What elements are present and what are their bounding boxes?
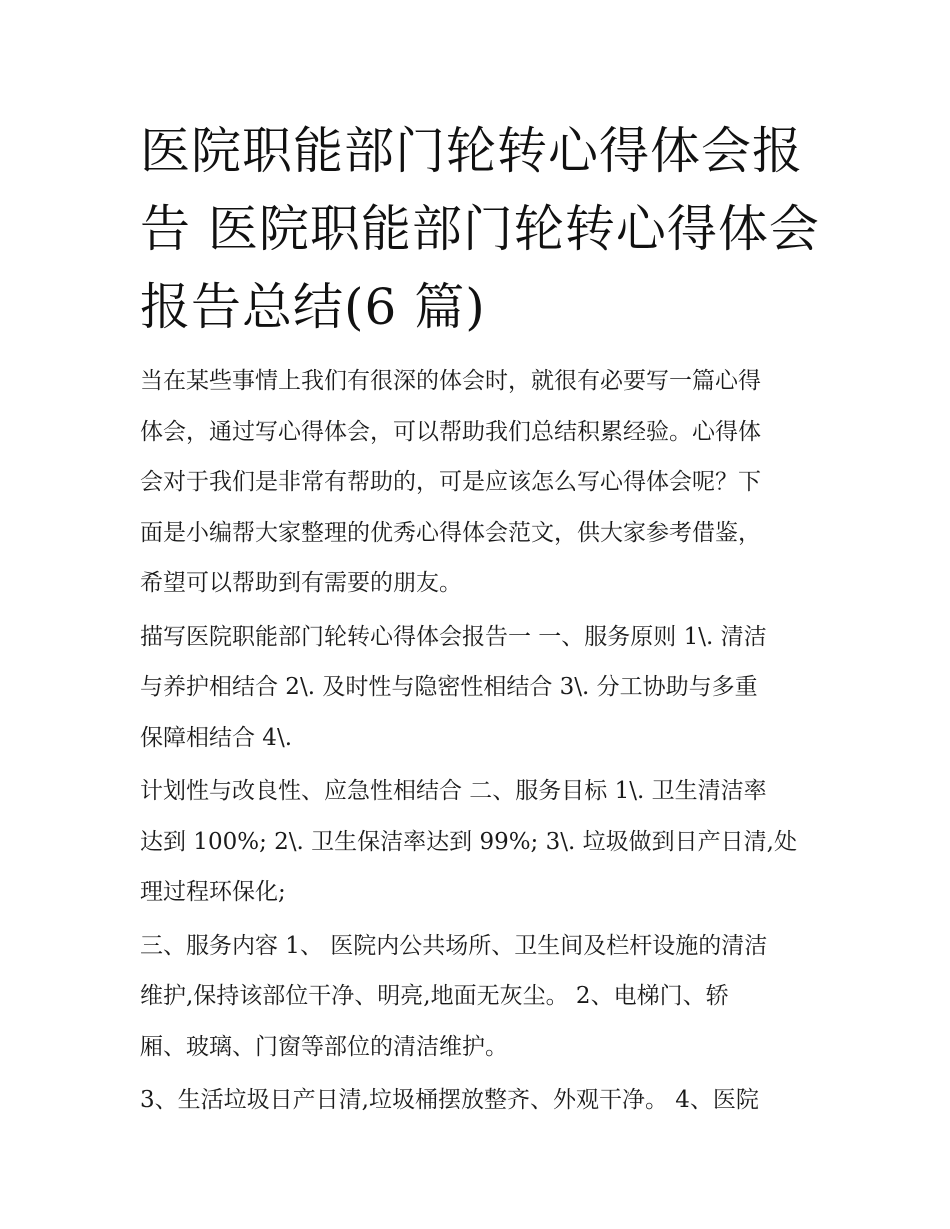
document-body xyxy=(140,356,820,1129)
garbage-paragraph: 3、生活垃圾日产日清,垃圾桶摆放整齐、外观干净。 4、医院 xyxy=(140,1087,759,1113)
intro-paragraph: 当在某些事情上我们有很深的体会时，就很有必要写一篇心得 体会，通过写心得体会，可以帮助我们总结积累经验。心得体 会对于我们是非常有帮助的，可是应该怎么写心得体会呢？下 面是小编帮大家整理的优秀心得体会范文，供大家参考借鉴， 希望可以帮助到有需要的朋友。 xyxy=(140,368,761,596)
document-title: 医院职能部门轮转心得体会报 告 医院职能部门轮转心得体会 报告总结(6 篇) xyxy=(140,122,820,336)
section-one-paragraph: 描写医院职能部门轮转心得体会报告一 一、服务原则 1\. 清洁 与养护相结合 2\. 及时性与隐密性相结合 3\. 分工协助与多重 保障相结合 4\. xyxy=(140,623,767,751)
goals-paragraph: 计划性与改良性、应急性相结合 二、服务目标 1\. 卫生清洁率 达到 100%; 2\. 卫生保洁率达到 99%; 3\. 垃圾做到日产日清,处 理过程环保化; xyxy=(140,778,797,905)
service-content-paragraph: 三、服务内容 1、 医院内公共场所、卫生间及栏杆设施的清洁 维护,保持该部位干净、明亮,地面无灰尘。 2、电梯门、轿 厢、玻璃、门窗等部位的清洁维护。 xyxy=(140,932,768,1060)
